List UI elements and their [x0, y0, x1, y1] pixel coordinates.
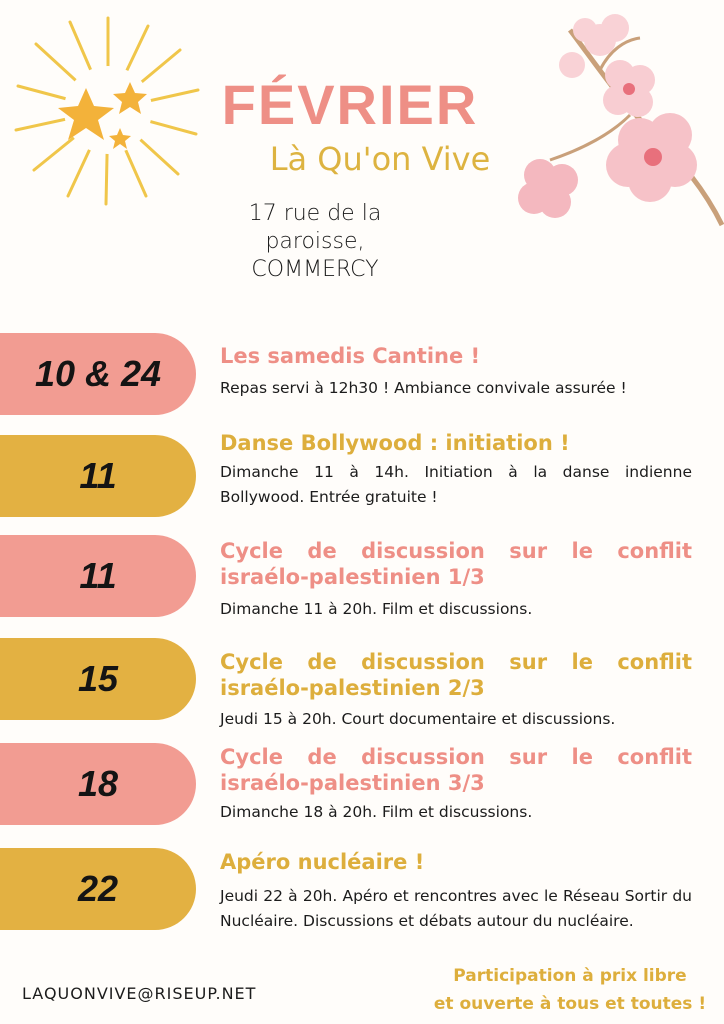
event-title: Cycle de discussion sur le conflit israélo-palestinien 2/3	[220, 650, 692, 700]
event-title: Apéro nucléaire !	[220, 850, 425, 874]
event-title: Danse Bollywood : initiation !	[220, 431, 570, 455]
event-date-badge: 11	[0, 535, 196, 617]
event-description: Jeudi 22 à 20h. Apéro et rencontres avec le Réseau Sortir du Nucléaire. Discussions et débats autour du nucléaire.	[220, 887, 692, 930]
address-line: paroisse,	[265, 229, 365, 254]
event-date-badge: 18	[0, 743, 196, 825]
venue-name: Là Qu'on Vive	[269, 140, 491, 178]
event-date-badge: 15	[0, 638, 196, 720]
participation-note	[420, 962, 720, 1018]
event-description: Jeudi 15 à 20h. Court documentaire et discussions.	[220, 710, 616, 728]
event-description: Dimanche 18 à 20h. Film et discussions.	[220, 803, 533, 821]
event-title: Les samedis Cantine !	[220, 344, 481, 368]
event-date-badge: 10 & 24	[0, 333, 196, 415]
event-date-badge: 22	[0, 848, 196, 930]
cherry-blossom-icon	[510, 10, 724, 230]
address	[205, 200, 425, 284]
address-line: 17 rue de la	[248, 201, 382, 226]
event-description: Repas servi à 12h30 ! Ambiance convivale assurée !	[220, 379, 627, 397]
page-title: FÉVRIER	[221, 73, 479, 136]
event-description: Dimanche 11 à 14h. Initiation à la danse indienne Bollywood. Entrée gratuite !	[220, 463, 692, 506]
event-title: Cycle de discussion sur le conflit israélo-palestinien 1/3	[220, 539, 692, 589]
address-line: COMMERCY	[251, 257, 379, 282]
event-date-badge: 11	[0, 435, 196, 517]
participation-note-line: et ouverte à tous et toutes !	[433, 994, 707, 1014]
fireworks-icon	[8, 10, 208, 210]
contact-email[interactable]: LAQUONVIVE@RISEUP.NET	[22, 984, 257, 1003]
event-title: Cycle de discussion sur le conflit israélo-palestinien 3/3	[220, 745, 692, 795]
participation-note-line: Participation à prix libre	[453, 966, 687, 986]
event-description: Dimanche 11 à 20h. Film et discussions.	[220, 600, 533, 618]
